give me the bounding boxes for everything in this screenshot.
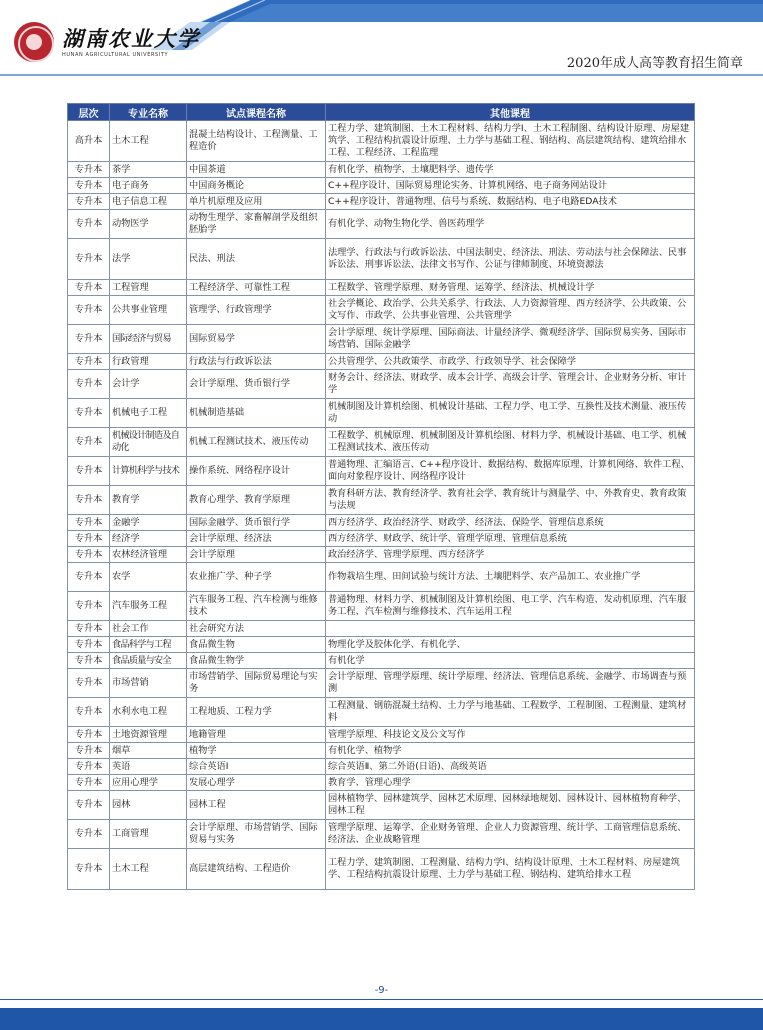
cell-level: 专升本 <box>68 775 110 791</box>
table-row <box>68 727 695 743</box>
university-seal-icon <box>14 22 54 62</box>
cell-other: 会计学原理、管理学原理、统计学原理、经济法、管理信息系统、金融学、市场调查与预测 <box>326 669 695 698</box>
cell-level: 专升本 <box>68 515 110 531</box>
cell-level: 高升本 <box>68 121 110 162</box>
table-row <box>68 743 695 759</box>
cell-level: 专升本 <box>68 457 110 486</box>
cell-major: 应用心理学 <box>110 775 187 791</box>
cell-other: 物理化学及胶体化学、有机化学、 <box>326 637 695 653</box>
cell-other: 西方经济学、财政学、统计学、管理学原理、管理信息系统 <box>326 531 695 547</box>
table-row <box>68 399 695 428</box>
table-row <box>68 280 695 296</box>
cell-level: 专升本 <box>68 669 110 698</box>
cell-pilot: 中国商务概论 <box>187 178 326 194</box>
cell-other: 管理学原理、运筹学、企业财务管理、企业人力资源管理、统计学、工商管理信息系统、经济法、企业战略管理 <box>326 820 695 849</box>
cell-pilot: 会计学原理、经济法 <box>187 531 326 547</box>
cell-other: 管理学原理、科技论文及公文写作 <box>326 727 695 743</box>
cell-pilot: 食品微生物 <box>187 637 326 653</box>
cell-pilot: 混凝土结构设计、工程测量、工程造价 <box>187 121 326 162</box>
table-row <box>68 592 695 621</box>
cell-other: C++程序设计、普通物理、信号与系统、数据结构、电子电路EDA技术 <box>326 194 695 210</box>
cell-pilot: 中国茶道 <box>187 162 326 178</box>
logo-chinese-name: 湖南农业大学 <box>62 25 200 51</box>
cell-other: 西方经济学、政治经济学、财政学、经济法、保险学、管理信息系统 <box>326 515 695 531</box>
cell-pilot: 会计学原理、货币银行学 <box>187 370 326 399</box>
cell-major: 会计学 <box>110 370 187 399</box>
cell-pilot: 食品微生物学 <box>187 653 326 669</box>
cell-major: 烟草 <box>110 743 187 759</box>
cell-level: 专升本 <box>68 296 110 325</box>
page-number: -9- <box>374 985 389 996</box>
table-header-row <box>68 104 695 121</box>
cell-other: 普通物理、材料力学、机械制图及计算机绘图、电工学、汽车构造、发动机原理、汽车服务工程、汽车检测与维修技术、汽车运用工程 <box>326 592 695 621</box>
cell-major: 动物医学 <box>110 210 187 239</box>
cell-pilot: 机械制造基础 <box>187 399 326 428</box>
cell-other: 有机化学、动物生物化学、兽医药理学 <box>326 210 695 239</box>
cell-other: C++程序设计、国际贸易理论实务、计算机网络、电子商务网站设计 <box>326 178 695 194</box>
cell-other: 综合英语Ⅱ、第二外语(日语)、高级英语 <box>326 759 695 775</box>
cell-major: 机械设计制造及自动化 <box>110 428 187 457</box>
cell-other: 社会学概论、政治学、公共关系学、行政法、人力资源管理、西方经济学、公共政策、公文写作、市政学、公共事业管理、公共管理学 <box>326 296 695 325</box>
header-rule <box>0 74 763 76</box>
cell-pilot: 操作系统、网络程序设计 <box>187 457 326 486</box>
table-row <box>68 669 695 698</box>
table-row <box>68 547 695 563</box>
cell-other: 法理学、行政法与行政诉讼法、中国法制史、经济法、刑法、劳动法与社会保障法、民事诉讼法、刑事诉讼法、法律文书写作、公证与律师制度、环境资源法 <box>326 239 695 280</box>
cell-pilot: 综合英语Ⅰ <box>187 759 326 775</box>
cell-level: 专升本 <box>68 370 110 399</box>
cell-level: 专升本 <box>68 621 110 637</box>
cell-major: 土地资源管理 <box>110 727 187 743</box>
cell-major: 水利水电工程 <box>110 698 187 727</box>
table-row <box>68 563 695 592</box>
cell-major: 土木工程 <box>110 121 187 162</box>
cell-level: 专升本 <box>68 563 110 592</box>
cell-major: 社会工作 <box>110 621 187 637</box>
table-row <box>68 515 695 531</box>
cell-level: 专升本 <box>68 820 110 849</box>
cell-level: 专升本 <box>68 637 110 653</box>
cell-level: 专升本 <box>68 194 110 210</box>
cell-pilot: 民法、刑法 <box>187 239 326 280</box>
table-row <box>68 637 695 653</box>
cell-pilot: 地籍管理 <box>187 727 326 743</box>
cell-pilot: 国际贸易学 <box>187 325 326 354</box>
cell-major: 市场营销 <box>110 669 187 698</box>
cell-major: 食品质量与安全 <box>110 653 187 669</box>
cell-major: 工商管理 <box>110 820 187 849</box>
cell-major: 土木工程 <box>110 849 187 890</box>
col-header-other: 其他课程 <box>326 104 695 121</box>
cell-other: 公共管理学、公共政策学、市政学、行政领导学、社会保障学 <box>326 354 695 370</box>
cell-pilot: 植物学 <box>187 743 326 759</box>
table-row <box>68 820 695 849</box>
col-header-major: 专业名称 <box>110 104 187 121</box>
cell-other: 园林植物学、园林建筑学、园林艺术原理、园林绿地规划、园林设计、园林植物育种学、园林工程 <box>326 791 695 820</box>
cell-major: 行政管理 <box>110 354 187 370</box>
cell-major: 食品科学与工程 <box>110 637 187 653</box>
cell-major: 法学 <box>110 239 187 280</box>
table-row <box>68 621 695 637</box>
cell-level: 专升本 <box>68 239 110 280</box>
cell-level: 专升本 <box>68 325 110 354</box>
cell-pilot: 园林工程 <box>187 791 326 820</box>
cell-major: 电子信息工程 <box>110 194 187 210</box>
cell-level: 专升本 <box>68 210 110 239</box>
cell-major: 教育学 <box>110 486 187 515</box>
table-row <box>68 370 695 399</box>
university-logo <box>14 22 200 62</box>
cell-major: 电子商务 <box>110 178 187 194</box>
cell-pilot: 工程经济学、可靠性工程 <box>187 280 326 296</box>
cell-pilot: 教育心理学、教育学原理 <box>187 486 326 515</box>
table-row <box>68 791 695 820</box>
footer-line <box>0 999 763 1000</box>
cell-pilot: 单片机原理及应用 <box>187 194 326 210</box>
cell-pilot: 机械工程测试技术、液压传动 <box>187 428 326 457</box>
cell-major: 汽车服务工程 <box>110 592 187 621</box>
cell-pilot: 发展心理学 <box>187 775 326 791</box>
cell-major: 机械电子工程 <box>110 399 187 428</box>
cell-pilot: 国际金融学、货币银行学 <box>187 515 326 531</box>
table-row <box>68 210 695 239</box>
cell-other: 工程数学、管理学原理、财务管理、运筹学、经济法、机械设计学 <box>326 280 695 296</box>
cell-pilot: 动物生理学、家畜解剖学及组织胚胎学 <box>187 210 326 239</box>
col-header-level: 层次 <box>68 104 110 121</box>
cell-major: 农林经济管理 <box>110 547 187 563</box>
table-row <box>68 775 695 791</box>
cell-major: 计算机科学与技术 <box>110 457 187 486</box>
cell-level: 专升本 <box>68 727 110 743</box>
table-row <box>68 162 695 178</box>
table-row <box>68 849 695 890</box>
cell-level: 专升本 <box>68 428 110 457</box>
table-row <box>68 296 695 325</box>
page-header <box>0 0 763 82</box>
cell-level: 专升本 <box>68 743 110 759</box>
cell-level: 专升本 <box>68 759 110 775</box>
cell-level: 专升本 <box>68 653 110 669</box>
cell-level: 专升本 <box>68 592 110 621</box>
cell-major: 公共事业管理 <box>110 296 187 325</box>
header-stripe <box>0 0 763 22</box>
cell-major: 农学 <box>110 563 187 592</box>
cell-pilot: 管理学、行政管理学 <box>187 296 326 325</box>
cell-level: 专升本 <box>68 791 110 820</box>
document-title: 2020年成人高等教育招生简章 <box>566 56 743 71</box>
cell-level: 专升本 <box>68 354 110 370</box>
course-table-container <box>67 103 694 890</box>
cell-level: 专升本 <box>68 698 110 727</box>
cell-other <box>326 621 695 637</box>
table-row <box>68 653 695 669</box>
table-row <box>68 178 695 194</box>
table-row <box>68 239 695 280</box>
table-row <box>68 698 695 727</box>
cell-other: 财务会计、经济法、财政学、成本会计学、高级会计学、管理会计、企业财务分析、审计学 <box>326 370 695 399</box>
cell-level: 专升本 <box>68 178 110 194</box>
cell-major: 英语 <box>110 759 187 775</box>
cell-other: 作物栽培生理、田间试验与统计方法、土壤肥料学、农产品加工、农业推广学 <box>326 563 695 592</box>
footer-bar <box>0 1008 763 1030</box>
cell-other: 工程力学、建筑制图、工程测量、结构力学Ⅰ、结构设计原理、土木工程材料、房屋建筑学、工程结构抗震设计原理、土力学与基础工程、钢结构、建筑给排水工程 <box>326 849 695 890</box>
cell-pilot: 市场营销学、国际贸易理论与实务 <box>187 669 326 698</box>
cell-level: 专升本 <box>68 486 110 515</box>
cell-pilot: 汽车服务工程、汽车检测与维修技术 <box>187 592 326 621</box>
cell-pilot: 高层建筑结构、工程造价 <box>187 849 326 890</box>
table-row <box>68 121 695 162</box>
cell-other: 政治经济学、管理学原理、西方经济学 <box>326 547 695 563</box>
cell-pilot: 会计学原理、市场营销学、国际贸易与实务 <box>187 820 326 849</box>
table-row <box>68 486 695 515</box>
cell-pilot: 行政法与行政诉讼法 <box>187 354 326 370</box>
cell-other: 普通物理、汇编语言、C++程序设计、数据结构、数据库原理、计算机网络、软件工程、面向对象程序设计、网络程序设计 <box>326 457 695 486</box>
cell-other: 有机化学 <box>326 653 695 669</box>
cell-major: 国际经济与贸易 <box>110 325 187 354</box>
cell-other: 教育学、管理心理学 <box>326 775 695 791</box>
cell-other: 有机化学、植物学 <box>326 743 695 759</box>
cell-major: 经济学 <box>110 531 187 547</box>
table-row <box>68 325 695 354</box>
table-row <box>68 194 695 210</box>
cell-other: 教育科研方法、教育经济学、教育社会学、教育统计与测量学、中、外教育史、教育政策与法规 <box>326 486 695 515</box>
cell-pilot: 工程地质、工程力学 <box>187 698 326 727</box>
cell-other: 有机化学、植物学、土壤肥料学、遗传学 <box>326 162 695 178</box>
course-table <box>67 103 695 890</box>
cell-pilot: 社会研究方法 <box>187 621 326 637</box>
cell-major: 金融学 <box>110 515 187 531</box>
cell-pilot: 会计学原理 <box>187 547 326 563</box>
cell-major: 茶学 <box>110 162 187 178</box>
cell-level: 专升本 <box>68 399 110 428</box>
cell-other: 工程测量、钢筋混凝土结构、土力学与地基础、工程数学、工程制图、工程测量、建筑材料 <box>326 698 695 727</box>
cell-level: 专升本 <box>68 849 110 890</box>
cell-level: 专升本 <box>68 531 110 547</box>
cell-level: 专升本 <box>68 162 110 178</box>
cell-other: 工程力学、建筑制图、土木工程材料、结构力学Ⅰ、土木工程制图、结构设计原理、房屋建筑学、工程结构抗震设计原理、土力学与基础工程、钢结构、高层建筑结构、建筑给排水工程、工程经济、工程监理 <box>326 121 695 162</box>
table-row <box>68 354 695 370</box>
cell-major: 园林 <box>110 791 187 820</box>
cell-other: 机械制图及计算机绘图、机械设计基础、工程力学、电工学、互换性及技术测量、液压传动 <box>326 399 695 428</box>
cell-major: 工程管理 <box>110 280 187 296</box>
table-row <box>68 759 695 775</box>
table-row <box>68 531 695 547</box>
col-header-pilot: 试点课程名称 <box>187 104 326 121</box>
cell-other: 工程数学、机械原理、机械制图及计算机绘图、材料力学、机械设计基础、电工学、机械工程测试技术、液压传动 <box>326 428 695 457</box>
cell-pilot: 农业推广学、种子学 <box>187 563 326 592</box>
cell-other: 会计学原理、统计学原理、国际商法、计量经济学、微观经济学、国际贸易实务、国际市场营销、国际金融学 <box>326 325 695 354</box>
table-row <box>68 457 695 486</box>
cell-level: 专升本 <box>68 547 110 563</box>
table-row <box>68 428 695 457</box>
cell-level: 专升本 <box>68 280 110 296</box>
logo-english-name: HUNAN AGRICULTURAL UNIVERSITY <box>62 51 169 58</box>
